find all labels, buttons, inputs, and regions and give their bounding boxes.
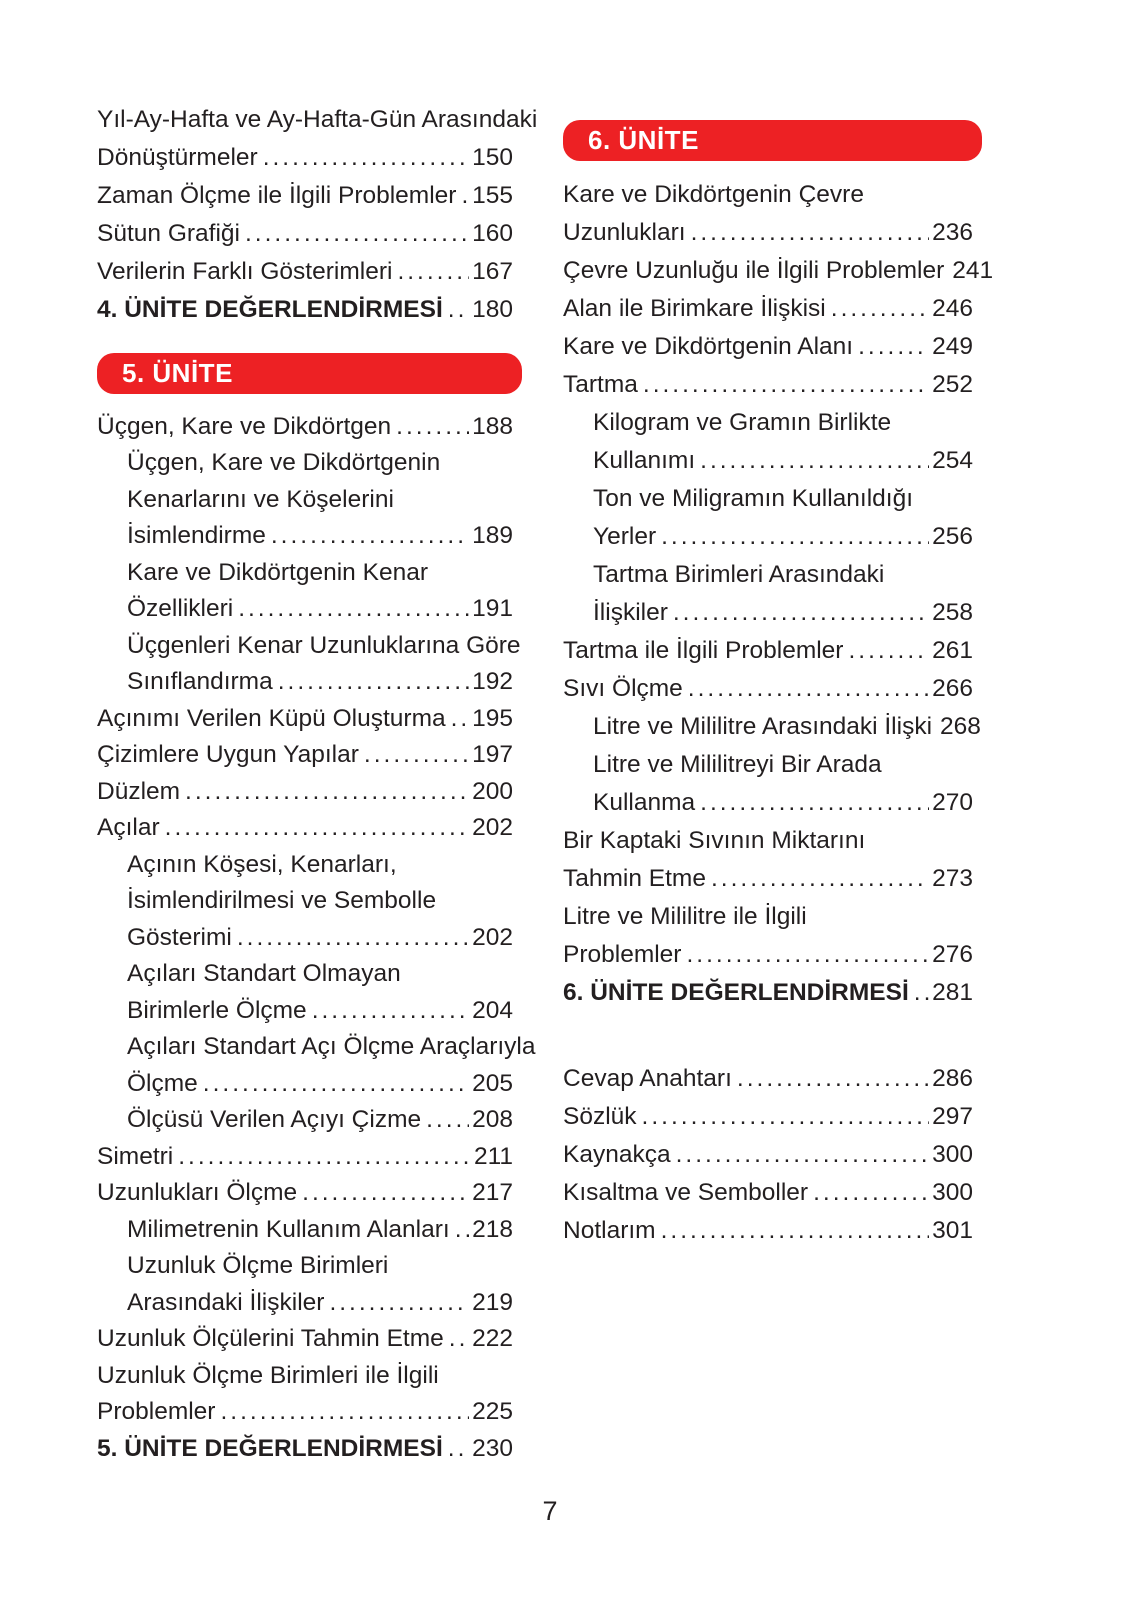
dot-leader — [737, 1064, 929, 1093]
toc-entry-title: Birimlerle Ölçme — [127, 996, 307, 1024]
dot-leader — [238, 594, 469, 623]
toc-entry-page: 189 — [472, 522, 513, 549]
toc-entry-title: Sözlük — [563, 1103, 637, 1130]
toc-entry — [97, 806, 513, 843]
toc-entry-page: 258 — [932, 599, 973, 626]
unit-header-label: 5. ÜNİTE — [122, 358, 233, 388]
toc-entry-title: Uzunlukları Ölçme — [97, 1179, 298, 1206]
toc-entry-title: Problemler — [97, 1398, 216, 1425]
toc-entry-page: 155 — [472, 182, 513, 209]
toc-entry-page: 301 — [932, 1217, 973, 1244]
toc-entry — [563, 361, 973, 399]
dot-leader — [676, 1140, 930, 1169]
toc-entry — [97, 660, 513, 697]
toc-entry — [97, 1317, 513, 1354]
dot-leader — [642, 1102, 930, 1131]
dot-leader — [673, 598, 929, 627]
toc-column-left — [97, 96, 538, 1463]
toc-entry-page: 249 — [932, 333, 973, 360]
toc-section — [563, 120, 994, 1007]
dot-leader — [312, 996, 469, 1025]
toc-entry-page: 276 — [932, 941, 973, 968]
dot-leader — [203, 1069, 469, 1098]
toc-entry-page: 241 — [952, 257, 994, 284]
dot-leader — [165, 813, 469, 842]
toc-entry-page: 256 — [932, 523, 973, 550]
dot-leader — [700, 788, 929, 817]
dot-leader — [451, 704, 470, 733]
toc-entry-title: Kare ve Dikdörtgenin Çevre — [563, 181, 864, 208]
toc-entry — [563, 703, 981, 741]
toc-entry-page: 205 — [472, 1069, 513, 1097]
toc-entry-title: 4. ÜNİTE DEĞERLENDİRMESİ — [97, 296, 443, 323]
toc-entry-title: Üçgenleri Kenar Uzunluklarına Göre — [127, 631, 521, 659]
toc-entry-page: 286 — [932, 1065, 973, 1092]
toc-entry — [563, 817, 973, 855]
dot-leader — [643, 370, 929, 399]
toc-entry-title: Verilerin Farklı Gösterimleri — [97, 258, 393, 285]
toc-entry-title: Kullanma — [593, 789, 696, 816]
toc-entry-title: Dönüştürmeler — [97, 144, 258, 171]
toc-entry — [97, 1390, 513, 1427]
toc-entry-page: 191 — [472, 595, 513, 622]
toc-entry-title: Tartma Birimleri Arasındaki — [593, 561, 885, 588]
dot-leader — [185, 777, 469, 806]
dot-leader — [691, 218, 930, 247]
toc-entry-page: 202 — [472, 923, 513, 951]
toc-entry-page: 300 — [932, 1179, 973, 1206]
toc-entry-title: Arasındaki İlişkiler — [127, 1288, 325, 1316]
toc-entry — [97, 441, 513, 478]
toc-entry-page: 192 — [472, 668, 513, 695]
toc-entry — [97, 96, 538, 134]
toc-entry — [97, 1426, 513, 1463]
unit-header-label: 6. ÜNİTE — [588, 125, 699, 155]
toc-entry — [563, 171, 973, 209]
toc-entry — [563, 1169, 973, 1207]
toc-entry-page: 200 — [472, 777, 513, 805]
dot-leader — [220, 1397, 469, 1426]
dot-leader — [711, 864, 929, 893]
toc-entry-page: 150 — [472, 144, 513, 171]
dot-leader — [302, 1178, 469, 1207]
dot-leader — [455, 1215, 469, 1244]
dot-leader — [178, 1142, 471, 1171]
dot-leader — [329, 1288, 469, 1317]
page-number: 7 — [542, 1496, 558, 1526]
toc-entry — [563, 513, 973, 551]
toc-entry-title: İsimlendirme — [127, 522, 266, 549]
toc-entry — [563, 779, 973, 817]
toc-entry — [97, 842, 513, 879]
toc-entry-page: 217 — [472, 1179, 513, 1206]
toc-entry-title: Çevre Uzunluğu ile İlgili Problemler — [563, 257, 945, 284]
toc-entry-title: Açının Köşesi, Kenarları, — [127, 850, 397, 878]
toc-entry-page: 195 — [472, 704, 513, 732]
toc-entry — [563, 665, 973, 703]
dot-leader — [688, 674, 929, 703]
toc-entry — [97, 696, 513, 733]
toc-entry — [563, 209, 973, 247]
toc-entry-title: Sütun Grafiği — [97, 220, 240, 247]
toc-entry-page: 252 — [932, 371, 973, 398]
dot-leader — [245, 219, 469, 248]
toc-entry-title: Zaman Ölçme ile İlgili Problemler — [97, 182, 457, 209]
toc-entry — [97, 587, 513, 624]
toc-entry — [97, 952, 513, 989]
toc-entry-title: Gösterimi — [127, 923, 232, 951]
toc-entry-page: 160 — [472, 220, 513, 247]
toc-entry-page: 219 — [472, 1288, 513, 1316]
toc-entry — [563, 323, 973, 361]
toc-entry-title: Kenarlarını ve Köşelerini — [127, 485, 394, 513]
toc-entry-title: Notlarım — [563, 1217, 656, 1244]
toc-entry-title: Tartma — [563, 371, 638, 398]
toc-entry-title: Litre ve Mililitreyi Bir Arada — [593, 751, 882, 778]
toc-entry-page: 266 — [932, 675, 973, 702]
toc-entry-page: 204 — [472, 996, 513, 1024]
toc-entry-title: İlişkiler — [593, 599, 668, 626]
toc-entry-page: 300 — [932, 1141, 973, 1168]
toc-entry-title: Uzunluk Ölçülerini Tahmin Etme — [97, 1325, 444, 1352]
toc-entry-title: Litre ve Mililitre ile İlgili — [563, 903, 807, 930]
toc-entry-title: Simetri — [97, 1142, 174, 1170]
toc-entry-page: 270 — [932, 789, 973, 816]
toc-entry — [563, 893, 973, 931]
toc-entry — [97, 1025, 536, 1062]
dot-leader — [686, 940, 929, 969]
toc-entry-title: 6. ÜNİTE DEĞERLENDİRMESİ — [563, 979, 909, 1006]
dot-leader — [396, 412, 469, 441]
toc-entry-title: Uzunlukları — [563, 219, 686, 246]
toc-entry-title: Tahmin Etme — [563, 865, 706, 892]
dot-leader — [426, 1105, 469, 1134]
dot-leader — [700, 446, 929, 475]
toc-entry-title: Çizimlere Uygun Yapılar — [97, 741, 359, 768]
unit-header — [97, 353, 522, 394]
toc-entry — [97, 134, 513, 172]
toc-entry — [563, 551, 973, 589]
toc-entry — [97, 769, 513, 806]
toc-entry-title: Açıları Standart Olmayan — [127, 960, 401, 987]
toc-entry — [563, 475, 973, 513]
toc-entry — [97, 988, 513, 1025]
toc-entry-page: 254 — [932, 447, 973, 474]
toc-entry — [563, 855, 973, 893]
toc-entry-title: Uzunluk Ölçme Birimleri ile İlgili — [97, 1361, 439, 1389]
toc-entry — [97, 915, 513, 952]
toc-entry-title: Sınıflandırma — [127, 668, 273, 695]
toc-entry-title: Kare ve Dikdörtgenin Kenar — [127, 558, 428, 586]
toc-entry-title: Kilogram ve Gramın Birlikte — [593, 409, 892, 436]
toc-entry — [563, 285, 973, 323]
toc-entry-title: İsimlendirilmesi ve Sembolle — [127, 887, 437, 914]
toc-entry-page: 222 — [472, 1325, 513, 1352]
toc-entry — [97, 514, 513, 551]
toc-entry-title: Ton ve Miligramın Kullanıldığı — [593, 485, 914, 512]
toc-entry-title: Kare ve Dikdörtgenin Alanı — [563, 333, 854, 360]
toc-column-right — [563, 120, 994, 1245]
dot-leader — [364, 740, 469, 769]
toc-entry — [97, 550, 513, 587]
dot-leader — [914, 978, 929, 1007]
dot-leader — [278, 667, 469, 696]
toc-entry-page: 218 — [472, 1215, 513, 1243]
toc-entry — [563, 247, 994, 285]
toc-entry — [97, 1244, 513, 1281]
dot-leader — [813, 1178, 929, 1207]
dot-leader — [271, 521, 469, 550]
toc-entry-page: 208 — [472, 1106, 513, 1133]
toc-entry — [97, 1207, 513, 1244]
toc-entry-title: Açılar — [97, 814, 160, 841]
toc-entry-title: Düzlem — [97, 777, 181, 805]
toc-entry — [97, 1098, 513, 1135]
toc-entry — [563, 1055, 973, 1093]
toc-entry-page: 180 — [472, 296, 513, 323]
toc-entry-title: Ölçüsü Verilen Açıyı Çizme — [127, 1106, 422, 1133]
toc-entry — [563, 741, 973, 779]
dot-leader — [397, 257, 469, 286]
toc-entry-title: Bir Kaptaki Sıvının Miktarını — [563, 827, 866, 854]
toc-entry-title: Uzunluk Ölçme Birimleri — [127, 1252, 389, 1279]
toc-section — [97, 96, 538, 324]
dot-leader — [449, 1324, 469, 1353]
dot-leader — [661, 522, 929, 551]
toc-entry-title: Açıları Standart Açı Ölçme Araçlarıyla — [127, 1033, 536, 1060]
toc-entry — [563, 1207, 973, 1245]
toc-entry-page: 281 — [932, 979, 973, 1006]
toc-entry-page: 202 — [472, 814, 513, 841]
toc-entry-title: Milimetrenin Kullanım Alanları — [127, 1215, 450, 1243]
toc-entry — [563, 399, 973, 437]
toc-entry-page: 297 — [932, 1103, 973, 1130]
toc-entry — [563, 1093, 973, 1131]
toc-entry-page: 268 — [940, 713, 981, 740]
toc-entry-title: Litre ve Mililitre Arasındaki İlişki — [593, 713, 933, 740]
toc-entry-title: Tartma ile İlgili Problemler — [563, 637, 844, 664]
toc-entry-title: Özellikleri — [127, 595, 234, 622]
toc-entry — [563, 437, 973, 475]
toc-entry-page: 167 — [472, 258, 513, 285]
toc-entry-page: 246 — [932, 295, 973, 322]
unit-header — [563, 120, 982, 161]
toc-entry — [97, 477, 513, 514]
toc-entry — [563, 627, 973, 665]
toc-entry — [97, 248, 513, 286]
toc-entry — [97, 879, 513, 916]
toc-entry-page: 188 — [472, 412, 513, 440]
toc-entry — [97, 1280, 513, 1317]
toc-entry — [563, 1131, 973, 1169]
toc-section — [563, 1055, 973, 1245]
dot-leader — [848, 636, 929, 665]
toc-section — [97, 353, 536, 1463]
toc-entry-title: Yıl-Ay-Hafta ve Ay-Hafta-Gün Arasındaki — [97, 106, 538, 133]
toc-entry-title: Açınımı Verilen Küpü Oluşturma — [97, 704, 446, 732]
toc-entry-title: Yerler — [593, 523, 657, 550]
toc-entry-title: Alan ile Birimkare İlişkisi — [563, 295, 826, 322]
toc-entry — [97, 1134, 513, 1171]
toc-entry-title: Cevap Anahtarı — [563, 1065, 732, 1092]
toc-entry — [563, 589, 973, 627]
toc-entry-page: 261 — [932, 637, 973, 664]
dot-leader — [448, 1434, 469, 1463]
toc-entry-title: Kaynakça — [563, 1141, 671, 1168]
dot-leader — [263, 143, 469, 172]
dot-leader — [461, 181, 469, 210]
toc-entry-page: 211 — [473, 1142, 513, 1170]
toc-entry — [97, 286, 513, 324]
toc-entry-page: 230 — [472, 1434, 513, 1462]
toc-entry-page: 236 — [932, 219, 973, 246]
toc-entry — [97, 1353, 513, 1390]
dot-leader — [831, 294, 929, 323]
toc-entry — [97, 1171, 513, 1208]
toc-entry — [563, 969, 973, 1007]
toc-entry-title: Sıvı Ölçme — [563, 675, 683, 702]
toc-entry — [97, 404, 513, 441]
toc-entry — [97, 172, 513, 210]
toc-entry-page: 273 — [932, 865, 973, 892]
dot-leader — [448, 295, 469, 324]
toc-entry-title: Kısaltma ve Semboller — [563, 1179, 809, 1206]
toc-entry — [97, 623, 521, 660]
toc-entry — [97, 733, 513, 770]
toc-entry-title: Üçgen, Kare ve Dikdörtgen — [97, 412, 392, 440]
dot-leader — [858, 332, 929, 361]
toc-entry-page: 197 — [472, 741, 513, 768]
toc-entry-title: Üçgen, Kare ve Dikdörtgenin — [127, 449, 441, 476]
toc-entry — [97, 210, 513, 248]
toc-entry — [97, 1061, 513, 1098]
toc-entry-title: Kullanımı — [593, 447, 696, 474]
dot-leader — [661, 1216, 930, 1245]
toc-entry-title: Problemler — [563, 941, 682, 968]
dot-leader — [237, 923, 469, 952]
toc-entry-page: 225 — [472, 1398, 513, 1425]
toc-entry — [563, 931, 973, 969]
toc-entry-title: Ölçme — [127, 1069, 198, 1097]
toc-entry-title: 5. ÜNİTE DEĞERLENDİRMESİ — [97, 1434, 443, 1462]
